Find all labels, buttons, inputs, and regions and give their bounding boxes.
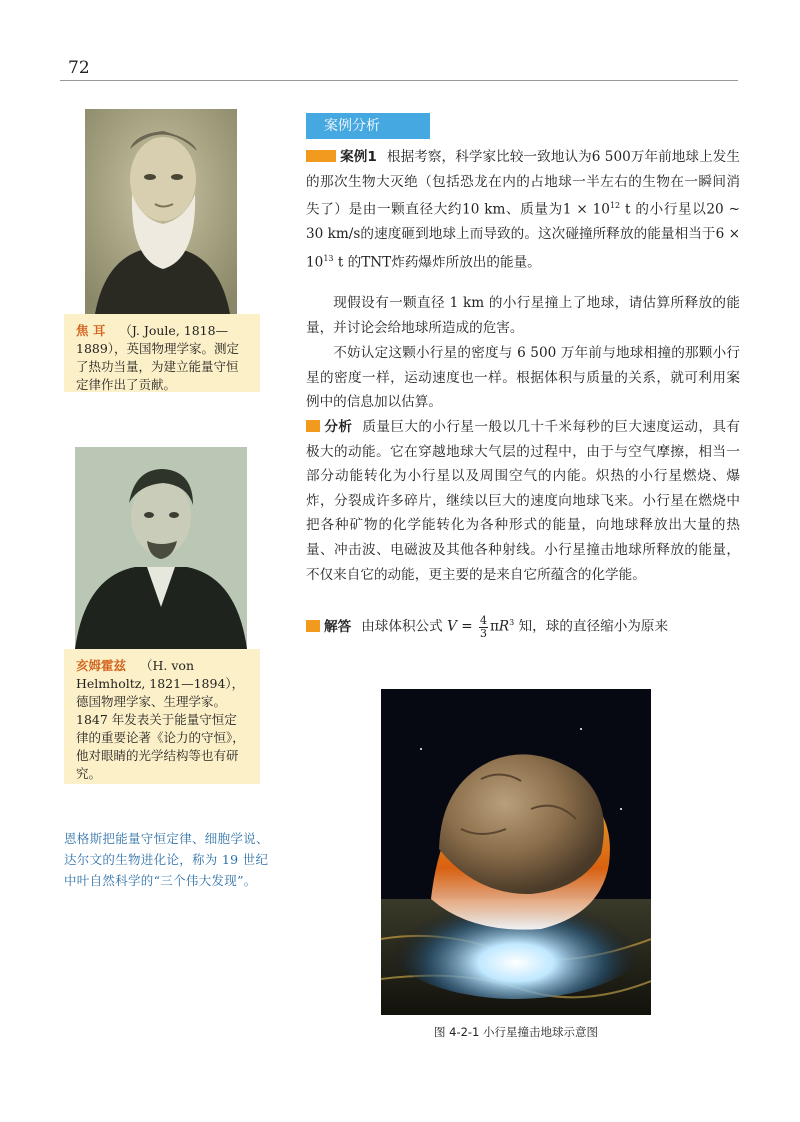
fraction-denominator: 3 [479, 626, 487, 640]
analysis-label: 分析 [324, 419, 353, 435]
helmholtz-name: 亥姆霍兹 [76, 658, 127, 673]
formula-r: R [498, 618, 510, 635]
analysis-marker [306, 420, 320, 432]
section-tag: 案例分析 [306, 113, 430, 139]
figure-caption: 图 4-2-1 小行星撞击地球示意图 [433, 1025, 599, 1039]
formula-v: V [447, 618, 457, 635]
helmholtz-description: （H. von Helmholtz, 1821—1894），德国物理学家、生理学家。1847 年发表关于能量守恒定律的重要论著《论力的守恒》，他对眼睛的光学结构等也有研究。 [76, 658, 245, 781]
answer-text-b: 知，球的直径缩小为原来 [514, 618, 669, 635]
case-exponent-2: 13 [323, 253, 334, 263]
case-paragraph-3: 不妨认定这颗小行星的密度与 6 500 万年前与地球相撞的那颗小行星的密度一样，运动速度也一样。根据体积与质量的关系，就可利用案例中的信息加以估算。 [306, 345, 740, 411]
formula-eq: = [456, 618, 477, 635]
answer-paragraph [306, 608, 740, 642]
analysis-paragraph [306, 415, 740, 587]
case-text-c: t 的TNT炸药爆炸所放出的能量。 [333, 254, 541, 271]
case-exponent-1: 12 [609, 201, 621, 211]
helmholtz-caption [64, 649, 260, 784]
formula-pi: π [489, 618, 499, 635]
formula-exponent: 3 [509, 618, 515, 627]
page-number: 72 [68, 58, 90, 78]
case-text-b: t 的小行星以20 ~ 30 km/s的速度砸到地球上而导致的。这次碰撞所释放的能量相当于6 × 10 [306, 201, 740, 271]
answer-label: 解答 [324, 618, 352, 635]
joule-portrait [85, 109, 237, 314]
helmholtz-portrait [75, 447, 247, 649]
joule-description: （J. Joule, 1818—1889），英国物理学家。测定了热功当量，为建立能量守恒定律作出了贡献。 [76, 323, 240, 392]
formula-fraction [479, 615, 488, 640]
case-marker [306, 150, 336, 162]
joule-name: 焦 耳 [76, 323, 106, 338]
answer-marker [306, 620, 320, 632]
fraction-numerator: 4 [479, 613, 487, 627]
analysis-text: 质量巨大的小行星一般以几十千米每秒的巨大速度运动，具有极大的动能。它在穿越地球大气层的过程中，由于与空气摩擦，相当一部分动能转化为小行星以及周围空气的内能。炽热的小行星燃烧、爆炸，分裂成许多碎片，继续以巨大的速度向地球飞来。小行星在燃烧中把各种矿物的化学能转化为各种形式的能量，向地球释放出大量的热量、冲击波、电磁波及其他各种射线。小行星撞击地球所释放的能量，不仅来自它的动能，更主要的是来自它所蕴含的化学能。 [306, 419, 740, 583]
case-text-a: 根据考察，科学家比较一致地认为6 500万年前地球上发生的那次生物大灭绝（包括恐龙在内的占地球一半左右的生物在一瞬间消失了）是由一颗直径大约10 km、质量为1 × 10 [306, 149, 740, 218]
case-paragraph-2: 现假设有一颗直径 1 km 的小行星撞上了地球，请估算所释放的能量，并讨论会给地球所造成的危害。 [306, 295, 740, 336]
answer-text-a: 由球体积公式 [361, 618, 448, 635]
joule-caption [64, 314, 260, 392]
header-rule [60, 80, 738, 81]
asteroid-impact-image [381, 689, 651, 1015]
case-label: 案例1 [340, 149, 377, 165]
side-note: 恩格斯把能量守恒定律、细胞学说、达尔文的生物进化论，称为 19 世纪中叶自然科学的“三个伟大发现”。 [64, 831, 269, 888]
case-paragraph-1 [306, 145, 740, 275]
